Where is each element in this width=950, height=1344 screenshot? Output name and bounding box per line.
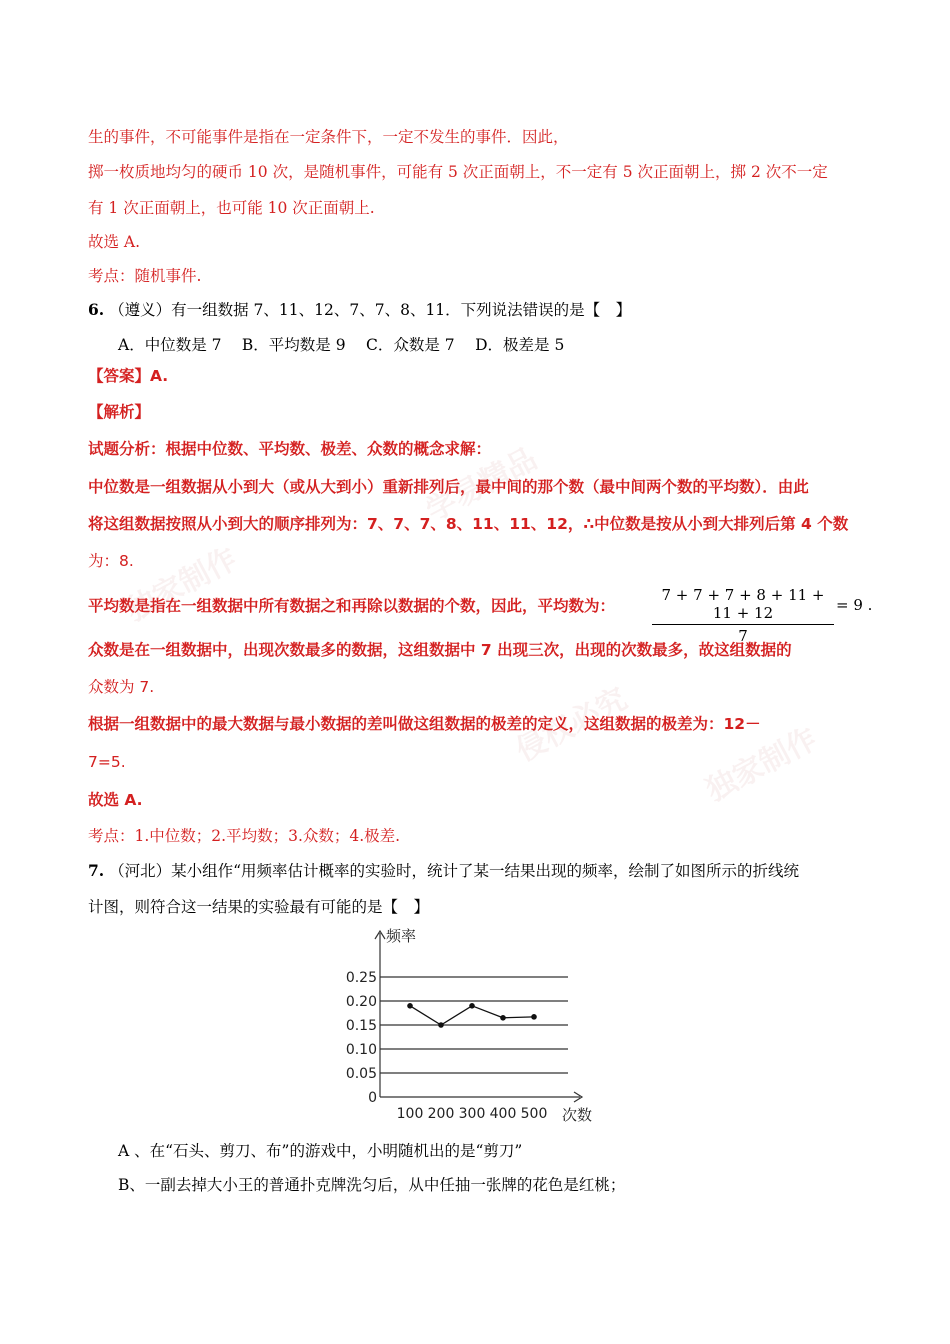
question-6: [88, 300, 631, 320]
fraction-denominator: 7: [738, 627, 748, 645]
question-6-options: A．中位数是 7 B．平均数是 9 C．众数是 7 D．极差是 5: [118, 336, 565, 354]
x-tick-label: 200: [427, 1106, 455, 1122]
analysis-line: 试题分析：根据中位数、平均数、极差、众数的概念求解：: [88, 440, 492, 458]
y-tick-label: 0.15: [345, 1018, 377, 1034]
text-line: 故选 A.: [88, 233, 141, 251]
fraction-numerator: 7 + 7 + 7 + 8 + 11 + 11 + 12: [652, 586, 834, 625]
watermark: 独家制作: [120, 541, 243, 629]
text-line: 考点：随机事件.: [88, 267, 202, 285]
answer-label: 【答案】A.: [88, 367, 169, 385]
y-tick-label: 0: [368, 1090, 377, 1106]
x-tick-label: 100: [396, 1106, 424, 1122]
data-point: [438, 1022, 444, 1028]
watermark: 侵权必究: [510, 681, 633, 769]
x-tick-label: 500: [520, 1106, 548, 1122]
analysis-line: 众数是在一组数据中，出现次数最多的数据，这组数据中 7 出现三次，出现的次数最多，故这组数据的: [88, 641, 792, 659]
analysis-line: 7=5.: [88, 753, 126, 771]
analysis-line: 为：8.: [88, 552, 134, 570]
text-line: 有 1 次正面朝上，也可能 10 次正面朝上.: [88, 199, 375, 217]
question-7: [88, 861, 799, 881]
mean-fraction: [652, 586, 834, 645]
data-point: [531, 1014, 537, 1020]
analysis-line: 考点：1.中位数；2.平均数；3.众数；4.极差.: [88, 827, 401, 845]
y-tick-label: 0.25: [345, 970, 377, 986]
analysis-line: 中位数是一组数据从小到大（或从大到小）重新排列后，最中间的那个数（最中间两个数的平均数）．由此: [88, 478, 809, 496]
y-tick-label: 0.10: [345, 1042, 377, 1058]
frequency-line-chart: [330, 925, 610, 1125]
text-line: 生的事件，不可能事件是指在一定条件下，一定不发生的事件．因此，: [88, 128, 569, 146]
analysis-line: 众数为 7.: [88, 678, 155, 696]
analysis-line: 平均数是指在一组数据中所有数据之和再除以数据的个数，因此，平均数为：: [88, 597, 616, 615]
analysis-line: 故选 A.: [88, 791, 143, 809]
question-number: 6.: [88, 300, 105, 319]
option-a: A 、在“石头、剪刀、布”的游戏中，小明随机出的是“剪刀”: [118, 1142, 523, 1160]
analysis-line: 将这组数据按照从小到大的顺序排列为：7、7、7、8、11、11、12，∴中位数是按从小到大排列后第 4 个数: [88, 515, 849, 533]
data-point: [469, 1003, 475, 1009]
question-number: 7.: [88, 861, 105, 880]
watermark: 学易精品: [420, 441, 543, 529]
x-axis-label: 次数: [562, 1106, 593, 1124]
analysis-label: 【解析】: [88, 403, 151, 421]
y-axis-label: 频率: [386, 927, 417, 945]
x-tick-label: 300: [458, 1106, 486, 1122]
option-b: B、一副去掉大小王的普通扑克牌洗匀后，从中任抽一张牌的花色是红桃；: [118, 1176, 626, 1194]
series-line: [410, 1006, 534, 1025]
y-tick-label: 0.05: [345, 1066, 377, 1082]
text-line: 掷一枚质地均匀的硬币 10 次，是随机事件，可能有 5 次正面朝上，不一定有 5 次正面朝上，掷 2 次不一定: [88, 163, 828, 181]
x-tick-label: 400: [489, 1106, 517, 1122]
question-text: （遵义）有一组数据 7、11、12、7、7、8、11．下列说法错误的是【 】: [109, 301, 632, 319]
fraction-result: = 9 .: [836, 596, 873, 614]
question-7-text2: 计图，则符合这一结果的实验最有可能的是【 】: [88, 898, 430, 916]
y-tick-label: 0.20: [345, 994, 377, 1010]
watermark: 独家制作: [700, 721, 823, 809]
data-point: [407, 1003, 413, 1009]
data-point: [500, 1015, 506, 1021]
question-text: （河北）某小组作“用频率估计概率的实验时，统计了某一结果出现的频率，绘制了如图所示的折线统: [109, 862, 800, 880]
analysis-line: 根据一组数据中的最大数据与最小数据的差叫做这组数据的极差的定义，这组数据的极差为：12－: [88, 715, 761, 733]
